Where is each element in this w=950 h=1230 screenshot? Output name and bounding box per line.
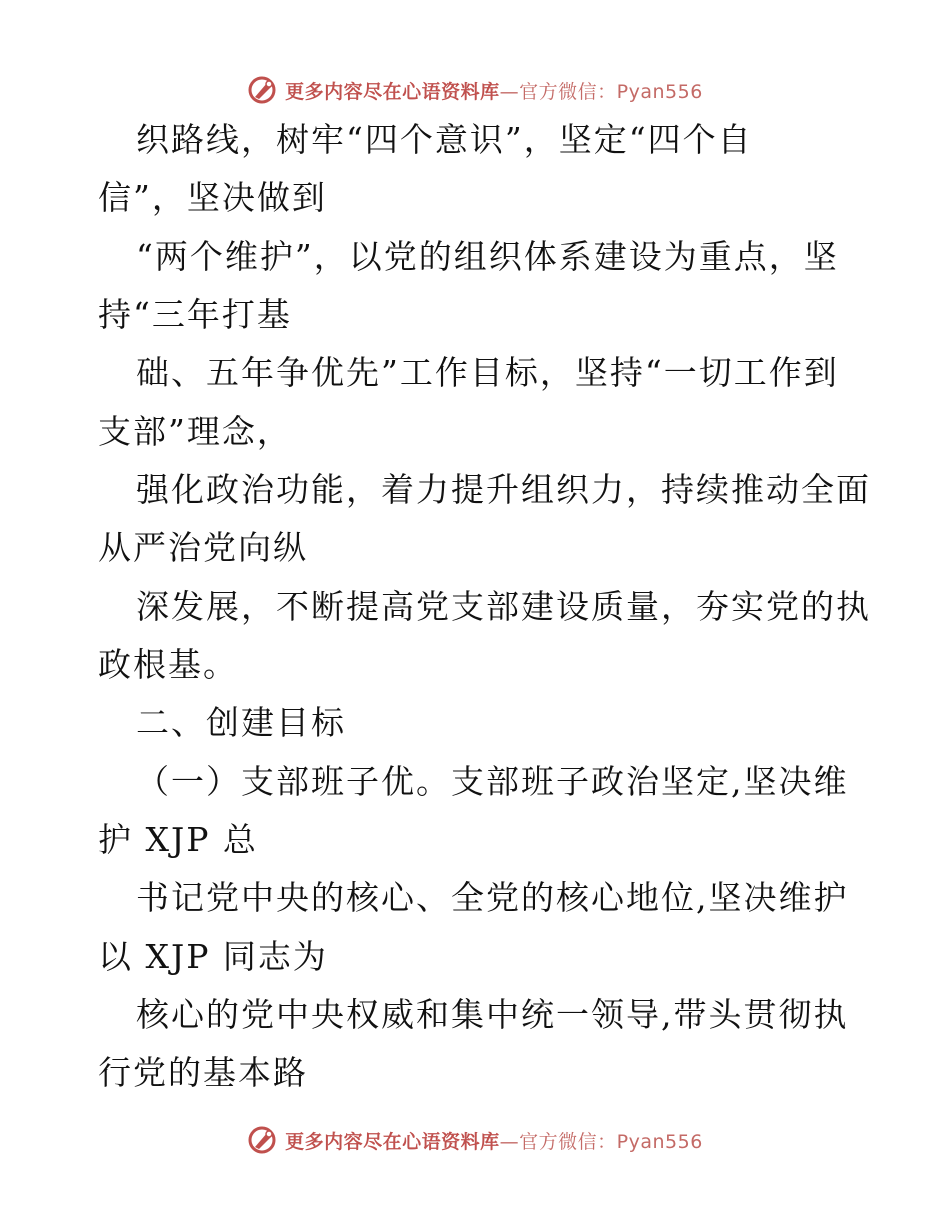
logo-icon <box>247 1125 277 1155</box>
body-line: 行党的基本路 <box>98 1053 308 1092</box>
logo-icon <box>247 75 277 105</box>
header-banner-text <box>285 77 703 104</box>
body-line: 深发展，不断提高党支部建设质量，夯实党的执 <box>136 587 871 626</box>
body-line: 信”，坚决做到 <box>98 178 327 217</box>
footer-banner-suffix: —官方微信：Pyan556 <box>499 1130 703 1153</box>
body-line: 书记党中央的核心、全党的核心地位,坚决维护 <box>136 878 849 917</box>
header-banner-main: 更多内容尽在心语资料库 <box>285 80 500 103</box>
body-line: 政根基。 <box>98 645 238 684</box>
header-banner <box>0 70 950 110</box>
footer-banner-text <box>285 1127 703 1154</box>
body-line: 础、五年争优先”工作目标，坚持“一切工作到 <box>136 353 839 392</box>
section-heading: 二、创建目标 <box>136 703 346 742</box>
body-line: 以 XJP 同志为 <box>98 937 328 976</box>
body-line: 核心的党中央权威和集中统一领导,带头贯彻执 <box>136 995 849 1034</box>
body-line: 持“三年打基 <box>98 295 292 334</box>
body-line: 织路线，树牢“四个意识”，坚定“四个自 <box>136 120 753 159</box>
footer-banner-main: 更多内容尽在心语资料库 <box>285 1130 500 1153</box>
body-line: 从严治党向纵 <box>98 528 308 567</box>
body-line: 强化政治功能，着力提升组织力，持续推动全面 <box>136 470 871 509</box>
body-line: 护 XJP 总 <box>98 820 258 859</box>
body-line: （一）支部班子优。支部班子政治坚定,坚决维 <box>136 762 849 801</box>
footer-banner <box>0 1120 950 1160</box>
body-line: 支部”理念， <box>98 412 292 451</box>
header-banner-suffix: —官方微信：Pyan556 <box>499 80 703 103</box>
body-line: “两个维护”，以党的组织体系建设为重点，坚 <box>136 237 839 276</box>
